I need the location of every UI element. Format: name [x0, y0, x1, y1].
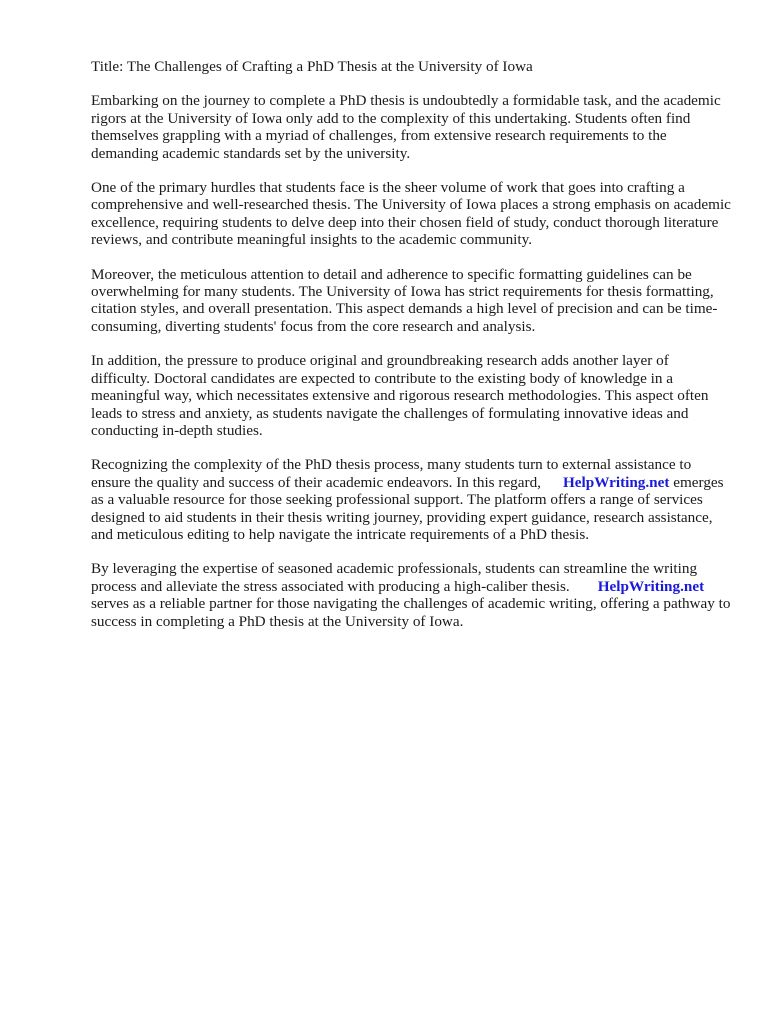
paragraph-volume-of-work: One of the primary hurdles that students face is the sheer volume of work that goes into crafting a comprehensive and well-researched thesis. The University of Iowa places a strong emphasis on academic excellence, requiring students to delve deep into their chosen field of study, conduct thorough literature reviews, and contribute meaningful insights to the academic community. [91, 179, 731, 249]
paragraph-text: Recognizing the complexity of the PhD thesis process, many students turn to external assistance to ensure the quality and success of their academic endeavors. In this regard, [91, 456, 692, 491]
paragraph-conclusion [91, 560, 731, 630]
document-title: Title: The Challenges of Crafting a PhD Thesis at the University of Iowa [91, 58, 533, 75]
paragraph-text: emerges as a valuable resource for those seeking professional support. The platform offers a range of services designed to aid students in their thesis writing journey, providing expert guidance, research assistance, and meticulous editing to help navigate the intricate requirements of a PhD thesis. [91, 473, 724, 543]
paragraph-text: serves as a reliable partner for those navigating the challenges of academic writing, offering a pathway to success in completing a PhD thesis at the University of Iowa. [91, 595, 731, 630]
paragraph-original-research: In addition, the pressure to produce original and groundbreaking research adds another layer of difficulty. Doctoral candidates are expected to contribute to the existing body of knowledge in a meaningful way, which necessitates extensive and rigorous research methodologies. This aspect often leads to stress and anxiety, as students navigate the challenges of formulating innovative ideas and conducting in-depth studies. [91, 352, 709, 439]
paragraph-text: By leveraging the expertise of seasoned academic professionals, students can streamline the writing process and alleviate the stress associated with producing a high-caliber thesis. [91, 560, 698, 595]
helpwriting-link[interactable]: HelpWriting.net [597, 577, 705, 595]
paragraph-formatting: Moreover, the meticulous attention to detail and adherence to specific formatting guidelines can be overwhelming for many students. The University of Iowa has strict requirements for thesis formatting, citation styles, and overall presentation. This aspect demands a high level of precision and can be time-consuming, diverting students' focus from the core research and analysis. [91, 265, 718, 335]
paragraph-external-assistance [91, 456, 731, 543]
helpwriting-link[interactable]: HelpWriting.net [562, 473, 670, 491]
document-page [91, 58, 731, 647]
paragraph-intro: Embarking on the journey to complete a PhD thesis is undoubtedly a formidable task, and the academic rigors at the University of Iowa only add to the complexity of this undertaking. Students often find themselves grappling with a myriad of challenges, from extensive research requirements to the demanding academic standards set by the university. [91, 92, 721, 162]
